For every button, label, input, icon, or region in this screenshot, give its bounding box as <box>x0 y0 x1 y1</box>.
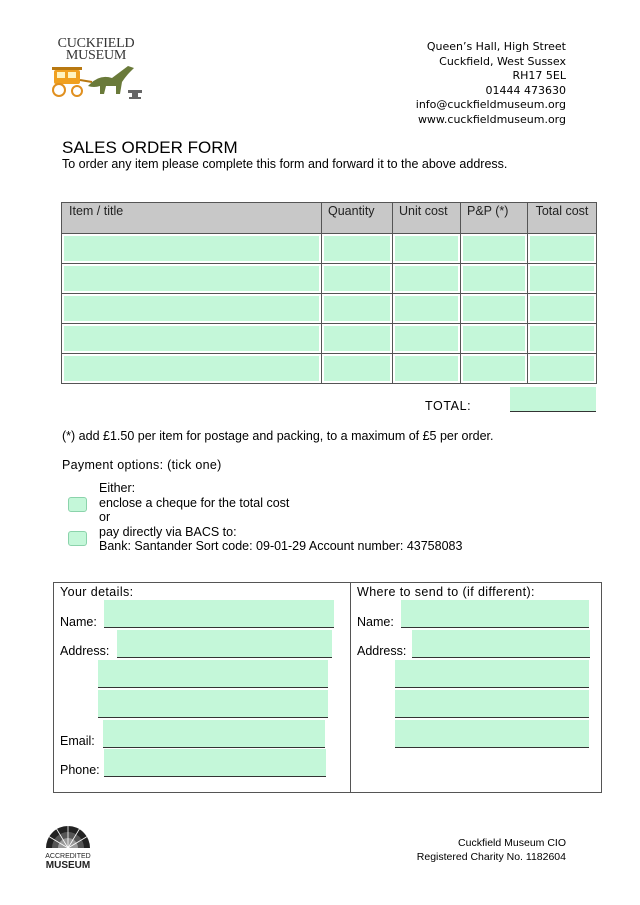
send-address-line1[interactable] <box>412 630 590 658</box>
table-header-row <box>62 203 596 233</box>
accredited-museum-logo <box>42 822 94 871</box>
send-address-label: Address: <box>357 644 407 658</box>
payment-line: or <box>99 510 111 525</box>
send-address-line4[interactable] <box>395 720 589 748</box>
total-field[interactable] <box>510 387 596 412</box>
address-line: Cuckfield, West Sussex <box>439 54 566 68</box>
footer <box>417 836 566 864</box>
payment-line: enclose a cheque for the total cost <box>99 495 290 510</box>
item-title-field[interactable] <box>64 266 319 291</box>
name-label: Name: <box>60 615 97 629</box>
your-email-field[interactable] <box>103 720 325 748</box>
total-label: TOTAL: <box>425 399 472 413</box>
total-cost-field[interactable] <box>530 356 594 381</box>
logo-text-line1: CUCKFIELD <box>57 36 135 51</box>
pp-field[interactable] <box>463 326 525 351</box>
museum-address <box>416 40 566 128</box>
total-cost-field[interactable] <box>530 236 594 261</box>
cheque-checkbox[interactable] <box>68 497 87 512</box>
header-unit-cost: Unit cost <box>392 203 460 233</box>
table-row <box>62 293 596 323</box>
item-title-field[interactable] <box>64 296 319 321</box>
pp-field[interactable] <box>463 296 525 321</box>
details-divider <box>350 582 351 793</box>
quantity-field[interactable] <box>324 356 390 381</box>
send-address-line3[interactable] <box>395 690 589 718</box>
phone-label: Phone: <box>60 763 100 777</box>
coach-dinosaur-icon <box>50 62 145 102</box>
address-email: info@cuckfieldmuseum.org <box>415 98 566 112</box>
table-row <box>62 263 596 293</box>
total-cost-field[interactable] <box>530 266 594 291</box>
address-website: www.cuckfieldmuseum.org <box>417 112 566 126</box>
form-title: SALES ORDER FORM <box>62 138 238 157</box>
your-phone-field[interactable] <box>104 749 326 777</box>
your-details-heading: Your details: <box>60 585 134 599</box>
send-address-line2[interactable] <box>395 660 589 688</box>
payment-line: pay directly via BACS to: <box>99 524 237 539</box>
header-quantity: Quantity <box>321 203 392 233</box>
accredited-line1: ACCREDITED <box>45 853 91 860</box>
payment-line: Either: <box>99 481 136 495</box>
your-address-line1[interactable] <box>117 630 332 658</box>
accredited-sunburst-icon <box>42 822 94 848</box>
email-label: Email: <box>60 734 95 748</box>
form-intro: To order any item please complete this form and forward it to the above address. <box>62 157 508 171</box>
header-pp: P&P (*) <box>460 203 527 233</box>
accredited-line2: MUSEUM <box>45 860 91 871</box>
bank-details: Bank: Santander Sort code: 09-01-29 Account number: 43758083 <box>99 539 463 554</box>
header-total-cost: Total cost <box>527 203 596 233</box>
bacs-checkbox[interactable] <box>68 531 87 546</box>
quantity-field[interactable] <box>324 266 390 291</box>
quantity-field[interactable] <box>324 236 390 261</box>
address-label: Address: <box>60 644 110 658</box>
send-to-heading: Where to send to (if different): <box>357 585 535 599</box>
pp-field[interactable] <box>463 236 525 261</box>
your-name-field[interactable] <box>104 600 334 628</box>
postage-note: (*) add £1.50 per item for postage and packing, to a maximum of £5 per order. <box>62 429 494 443</box>
logo-text-line2: MUSEUM <box>65 48 127 63</box>
unit-cost-field[interactable] <box>395 356 458 381</box>
table-row <box>62 233 596 263</box>
footer-org-name: Cuckfield Museum CIO <box>458 837 566 849</box>
order-table <box>61 202 597 384</box>
your-address-line2[interactable] <box>98 660 328 688</box>
header-item-title: Item / title <box>69 204 124 218</box>
address-phone: 01444 473630 <box>485 83 566 97</box>
total-cost-field[interactable] <box>530 326 594 351</box>
pp-field[interactable] <box>463 356 525 381</box>
unit-cost-field[interactable] <box>395 266 458 291</box>
send-name-label: Name: <box>357 615 394 629</box>
table-row <box>62 353 596 383</box>
total-cost-field[interactable] <box>530 296 594 321</box>
payment-options-text <box>99 481 462 554</box>
museum-logo <box>50 38 145 100</box>
quantity-field[interactable] <box>324 326 390 351</box>
address-line: RH17 5EL <box>512 69 566 83</box>
unit-cost-field[interactable] <box>395 326 458 351</box>
unit-cost-field[interactable] <box>395 296 458 321</box>
footer-charity-number: Registered Charity No. 1182604 <box>416 851 566 863</box>
pp-field[interactable] <box>463 266 525 291</box>
unit-cost-field[interactable] <box>395 236 458 261</box>
item-title-field[interactable] <box>64 236 319 261</box>
item-title-field[interactable] <box>64 356 319 381</box>
payment-options-heading: Payment options: (tick one) <box>62 458 222 472</box>
address-line: Queen’s Hall, High Street <box>426 40 566 53</box>
quantity-field[interactable] <box>324 296 390 321</box>
item-title-field[interactable] <box>64 326 319 351</box>
send-name-field[interactable] <box>401 600 589 628</box>
your-address-line3[interactable] <box>98 690 328 718</box>
table-row <box>62 323 596 353</box>
